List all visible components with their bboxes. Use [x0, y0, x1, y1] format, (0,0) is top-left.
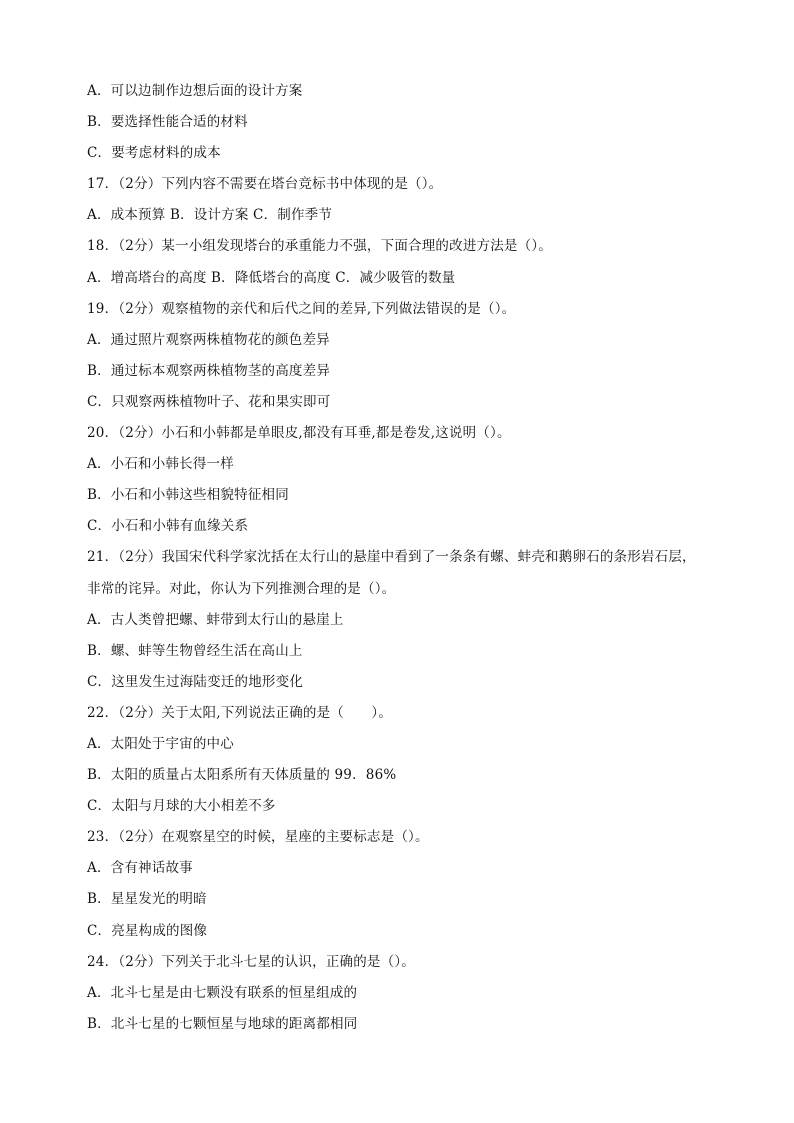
text-line: 19．（2分）观察植物的亲代和后代之间的差异,下列做法错误的是（）。 [87, 300, 516, 317]
text-line: C．亮星构成的图像 [87, 922, 208, 939]
text-line: 17．（2分）下列内容不需要在塔台竞标书中体现的是（）。 [87, 176, 443, 193]
text-line: A．通过照片观察两株植物花的颜色差异 [87, 331, 330, 348]
text-line: 22．（2分）关于太阳,下列说法正确的是（ ）。 [87, 704, 393, 721]
text-line: 20．（2分）小石和小韩都是单眼皮,都没有耳垂,都是卷发,这说明（）。 [87, 425, 511, 442]
text-line: A．可以边制作边想后面的设计方案 [87, 83, 303, 99]
text-line: C．只观察两株植物叶子、花和果实即可 [87, 393, 331, 410]
text-line: 23．（2分）在观察星空的时候，星座的主要标志是（）。 [87, 829, 429, 846]
text-line: A．古人类曾把螺、蚌带到太行山的悬崖上 [87, 611, 344, 628]
text-line: 非常的诧异。对此，你认为下列推测合理的是（）。 [87, 580, 396, 597]
text-line: A．含有神话故事 [87, 860, 193, 877]
text-line: B．太阳的质量占太阳系所有天体质量的 99．86% [87, 767, 397, 784]
text-line: B．通过标本观察两株植物茎的高度差异 [87, 362, 331, 379]
text-line: B．星星发光的明暗 [87, 891, 207, 908]
text-line: B．要选择性能合适的材料 [87, 114, 248, 131]
text-line: B．螺、蚌等生物曾经生活在高山上 [87, 642, 303, 659]
text-line: B．北斗七星的七颗恒星与地球的距离都相同 [87, 1015, 358, 1032]
text-line: A．北斗七星是由七颗没有联系的恒星组成的 [87, 984, 358, 1001]
text-line: C．这里发生过海陆变迁的地形变化 [87, 673, 304, 690]
text-line: C．要考虑材料的成本 [87, 145, 221, 162]
text-line: 24．（2分）下列关于北斗七星的认识，正确的是（）。 [87, 953, 415, 970]
question-text-block [87, 80, 727, 1044]
text-line: A．成本预算 B．设计方案 C．制作季节 [87, 207, 333, 224]
text-line: B．小石和小韩这些相貌特征相同 [87, 487, 289, 504]
text-line: C．小石和小韩有血缘关系 [87, 518, 249, 535]
text-line: C．太阳与月球的大小相差不多 [87, 798, 276, 815]
text-line: 18．（2分）某一小组发现塔台的承重能力不强，下面合理的改进方法是（）。 [87, 238, 552, 255]
text-line: A．小石和小韩长得一样 [87, 456, 234, 473]
text-line: 21．（2分）我国宋代科学家沈括在太行山的悬崖中看到了一条条有螺、蚌壳和鹅卵石的条形岩石层， [87, 549, 696, 566]
text-line: A．太阳处于宇宙的中心 [87, 735, 234, 752]
text-line: A．增高塔台的高度 B．降低塔台的高度 C．减少吸管的数量 [87, 269, 456, 286]
